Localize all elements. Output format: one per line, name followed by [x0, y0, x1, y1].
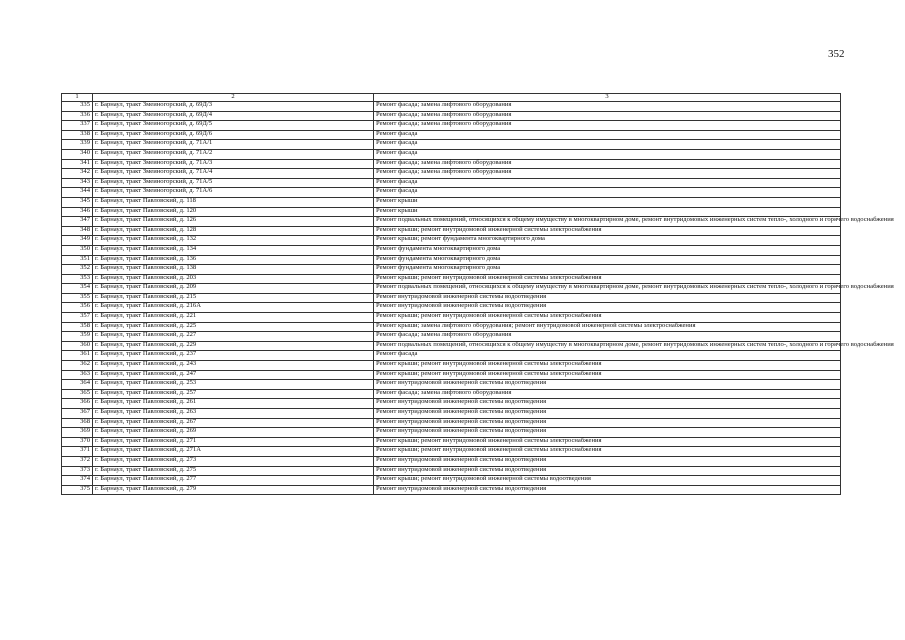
row-number-cell: 375 — [62, 485, 93, 495]
address-cell: г. Барнаул, тракт Павловский, д. 279 — [93, 485, 374, 495]
address-cell: г. Барнаул, тракт Павловский, д. 273 — [93, 456, 374, 466]
row-number-cell: 339 — [62, 140, 93, 150]
address-cell: г. Барнаул, тракт Павловский, д. 132 — [93, 236, 374, 246]
works-cell: Ремонт внутридомовой инженерной системы водоотведения — [374, 466, 841, 476]
works-cell: Ремонт крыши; ремонт внутридомовой инженерной системы электроснабжения — [374, 226, 841, 236]
row-number-cell: 335 — [62, 102, 93, 112]
works-cell: Ремонт внутридомовой инженерной системы водоотведения — [374, 428, 841, 438]
works-cell: Ремонт внутридомовой инженерной системы водоотведения — [374, 418, 841, 428]
row-number-cell: 342 — [62, 169, 93, 179]
row-number-cell: 357 — [62, 313, 93, 323]
address-cell: г. Барнаул, тракт Змеиногорский, д. 71А/2 — [93, 149, 374, 159]
table-row — [62, 217, 841, 227]
address-cell: г. Барнаул, тракт Павловский, д. 263 — [93, 409, 374, 419]
table-row — [62, 332, 841, 342]
table-row — [62, 313, 841, 323]
address-cell: г. Барнаул, тракт Павловский, д. 138 — [93, 265, 374, 275]
page-number: 352 — [828, 48, 845, 60]
works-cell: Ремонт внутридомовой инженерной системы водоотведения — [374, 399, 841, 409]
row-number-cell: 351 — [62, 255, 93, 265]
table-row — [62, 284, 841, 294]
row-number-cell: 371 — [62, 447, 93, 457]
row-number-cell: 363 — [62, 370, 93, 380]
table-row — [62, 121, 841, 131]
row-number-cell: 340 — [62, 149, 93, 159]
table-row — [62, 102, 841, 112]
works-cell: Ремонт крыши — [374, 197, 841, 207]
works-cell: Ремонт крыши; ремонт внутридомовой инженерной системы электроснабжения — [374, 437, 841, 447]
works-cell: Ремонт фасада — [374, 140, 841, 150]
address-cell: г. Барнаул, тракт Павловский, д. 120 — [93, 207, 374, 217]
row-number-cell: 352 — [62, 265, 93, 275]
row-number-cell: 337 — [62, 121, 93, 131]
works-cell: Ремонт крыши; ремонт внутридомовой инженерной системы электроснабжения — [374, 370, 841, 380]
row-number-cell: 345 — [62, 197, 93, 207]
address-cell: г. Барнаул, тракт Павловский, д. 134 — [93, 245, 374, 255]
works-cell: Ремонт внутридомовой инженерной системы водоотведения — [374, 380, 841, 390]
address-cell: г. Барнаул, тракт Павловский, д. 271А — [93, 447, 374, 457]
address-cell: г. Барнаул, тракт Змеиногорский, д. 69Д/4 — [93, 111, 374, 121]
row-number-cell: 358 — [62, 322, 93, 332]
row-number-cell: 354 — [62, 284, 93, 294]
table-row — [62, 188, 841, 198]
works-cell: Ремонт подвальных помещений, относящихся к общему имуществу в многоквартирном доме, ремонт внутридомовых инженерных систем тепло-, холодного и горячего водоснабжения — [374, 284, 841, 294]
column-header-address: 2 — [93, 94, 374, 102]
address-cell: г. Барнаул, тракт Павловский, д. 126 — [93, 217, 374, 227]
address-cell: г. Барнаул, тракт Павловский, д. 209 — [93, 284, 374, 294]
table-row — [62, 409, 841, 419]
row-number-cell: 369 — [62, 428, 93, 438]
table-row — [62, 245, 841, 255]
address-cell: г. Барнаул, тракт Павловский, д. 275 — [93, 466, 374, 476]
table-body — [62, 101, 894, 495]
address-cell: г. Барнаул, тракт Павловский, д. 257 — [93, 389, 374, 399]
row-number-cell: 353 — [62, 274, 93, 284]
address-cell: г. Барнаул, тракт Змеиногорский, д. 71А/5 — [93, 178, 374, 188]
row-number-cell: 356 — [62, 303, 93, 313]
address-cell: г. Барнаул, тракт Павловский, д. 237 — [93, 351, 374, 361]
works-cell: Ремонт внутридомовой инженерной системы водоотведения — [374, 303, 841, 313]
works-cell: Ремонт фундамента многоквартирного дома — [374, 255, 841, 265]
works-cell: Ремонт подвальных помещений, относящихся к общему имуществу в многоквартирном доме, ремонт внутридомовых инженерных систем тепло-, холодного и горячего водоснабжения — [374, 217, 841, 227]
works-cell: Ремонт фасада; замена лифтового оборудования — [374, 332, 841, 342]
row-number-cell: 338 — [62, 130, 93, 140]
row-number-cell: 347 — [62, 217, 93, 227]
row-number-cell: 350 — [62, 245, 93, 255]
row-number-cell: 343 — [62, 178, 93, 188]
works-cell: Ремонт фасада; замена лифтового оборудования — [374, 111, 841, 121]
registry-table — [61, 93, 894, 495]
table-row — [62, 149, 841, 159]
works-cell: Ремонт крыши — [374, 207, 841, 217]
works-cell: Ремонт фасада — [374, 351, 841, 361]
address-cell: г. Барнаул, тракт Павловский, д. 128 — [93, 226, 374, 236]
row-number-cell: 336 — [62, 111, 93, 121]
works-cell: Ремонт фасада; замена лифтового оборудования — [374, 389, 841, 399]
works-cell: Ремонт фасада; замена лифтового оборудования — [374, 169, 841, 179]
address-cell: г. Барнаул, тракт Павловский, д. 227 — [93, 332, 374, 342]
row-number-cell: 362 — [62, 361, 93, 371]
table-row — [62, 197, 841, 207]
table-row — [62, 485, 841, 495]
table-row — [62, 236, 841, 246]
address-cell: г. Барнаул, тракт Павловский, д. 269 — [93, 428, 374, 438]
works-cell: Ремонт крыши; замена лифтового оборудования; ремонт внутридомовой инженерной системы электроснабжения — [374, 322, 841, 332]
works-cell: Ремонт крыши; ремонт внутридомовой инженерной системы электроснабжения — [374, 274, 841, 284]
column-header-works: 3 — [374, 94, 841, 102]
row-number-cell: 368 — [62, 418, 93, 428]
address-cell: г. Барнаул, тракт Павловский, д. 271 — [93, 437, 374, 447]
works-cell: Ремонт крыши; ремонт внутридомовой инженерной системы электроснабжения — [374, 361, 841, 371]
row-number-cell: 370 — [62, 437, 93, 447]
address-cell: г. Барнаул, тракт Павловский, д. 203 — [93, 274, 374, 284]
works-cell: Ремонт крыши; ремонт фундамента многоквартирного дома — [374, 236, 841, 246]
row-number-cell: 361 — [62, 351, 93, 361]
row-number-cell: 373 — [62, 466, 93, 476]
address-cell: г. Барнаул, тракт Павловский, д. 261 — [93, 399, 374, 409]
works-cell: Ремонт крыши; ремонт внутридомовой инженерной системы электроснабжения — [374, 313, 841, 323]
address-cell: г. Барнаул, тракт Змеиногорский, д. 71А/4 — [93, 169, 374, 179]
works-cell: Ремонт фасада; замена лифтового оборудования — [374, 102, 841, 112]
row-number-cell: 374 — [62, 476, 93, 486]
address-cell: г. Барнаул, тракт Павловский, д. 229 — [93, 341, 374, 351]
row-number-cell: 364 — [62, 380, 93, 390]
table-row — [62, 456, 841, 466]
address-cell: г. Барнаул, тракт Павловский, д. 267 — [93, 418, 374, 428]
address-cell: г. Барнаул, тракт Павловский, д. 136 — [93, 255, 374, 265]
column-header-number: 1 — [62, 94, 93, 102]
works-cell: Ремонт фасада — [374, 188, 841, 198]
works-cell: Ремонт фасада — [374, 149, 841, 159]
works-cell: Ремонт крыши; ремонт внутридомовой инженерной системы электроснабжения — [374, 447, 841, 457]
works-cell: Ремонт подвальных помещений, относящихся к общему имуществу в многоквартирном доме, ремонт внутридомовых инженерных систем тепло-, холодного и горячего водоснабжения — [374, 341, 841, 351]
row-number-cell: 365 — [62, 389, 93, 399]
table-row — [62, 380, 841, 390]
table-row — [62, 265, 841, 275]
row-number-cell: 359 — [62, 332, 93, 342]
row-number-cell: 341 — [62, 159, 93, 169]
works-cell: Ремонт фасада — [374, 178, 841, 188]
row-number-cell: 367 — [62, 409, 93, 419]
address-cell: г. Барнаул, тракт Змеиногорский, д. 71А/1 — [93, 140, 374, 150]
row-number-cell: 344 — [62, 188, 93, 198]
address-cell: г. Барнаул, тракт Змеиногорский, д. 69Д/3 — [93, 102, 374, 112]
row-number-cell: 366 — [62, 399, 93, 409]
address-cell: г. Барнаул, тракт Змеиногорский, д. 69Д/6 — [93, 130, 374, 140]
row-number-cell: 355 — [62, 293, 93, 303]
works-cell: Ремонт фундамента многоквартирного дома — [374, 245, 841, 255]
address-cell: г. Барнаул, тракт Павловский, д. 118 — [93, 197, 374, 207]
row-number-cell: 360 — [62, 341, 93, 351]
address-cell: г. Барнаул, тракт Павловский, д. 247 — [93, 370, 374, 380]
works-cell: Ремонт фасада; замена лифтового оборудования — [374, 159, 841, 169]
address-cell: г. Барнаул, тракт Павловский, д. 225 — [93, 322, 374, 332]
works-cell: Ремонт внутридомовой инженерной системы водоотведения — [374, 456, 841, 466]
address-cell: г. Барнаул, тракт Павловский, д. 221 — [93, 313, 374, 323]
address-cell: г. Барнаул, тракт Змеиногорский, д. 71А/3 — [93, 159, 374, 169]
address-cell: г. Барнаул, тракт Змеиногорский, д. 71А/6 — [93, 188, 374, 198]
table-row — [62, 428, 841, 438]
works-cell: Ремонт внутридомовой инженерной системы водоотведения — [374, 485, 841, 495]
table-row — [62, 476, 841, 486]
address-cell: г. Барнаул, тракт Павловский, д. 253 — [93, 380, 374, 390]
address-cell: г. Барнаул, тракт Павловский, д. 277 — [93, 476, 374, 486]
works-cell: Ремонт внутридомовой инженерной системы водоотведения — [374, 293, 841, 303]
table-row — [62, 169, 841, 179]
row-number-cell: 348 — [62, 226, 93, 236]
address-cell: г. Барнаул, тракт Змеиногорский, д. 69Д/5 — [93, 121, 374, 131]
works-cell: Ремонт фасада; замена лифтового оборудования — [374, 121, 841, 131]
works-cell: Ремонт фундамента многоквартирного дома — [374, 265, 841, 275]
address-cell: г. Барнаул, тракт Павловский, д. 216А — [93, 303, 374, 313]
works-cell: Ремонт фасада — [374, 130, 841, 140]
row-number-cell: 349 — [62, 236, 93, 246]
row-number-cell: 372 — [62, 456, 93, 466]
address-cell: г. Барнаул, тракт Павловский, д. 215 — [93, 293, 374, 303]
row-number-cell: 346 — [62, 207, 93, 217]
works-cell: Ремонт внутридомовой инженерной системы водоотведения — [374, 409, 841, 419]
address-cell: г. Барнаул, тракт Павловский, д. 243 — [93, 361, 374, 371]
table-row — [62, 361, 841, 371]
works-cell: Ремонт крыши; ремонт внутридомовой инженерной системы водоотведения — [374, 476, 841, 486]
